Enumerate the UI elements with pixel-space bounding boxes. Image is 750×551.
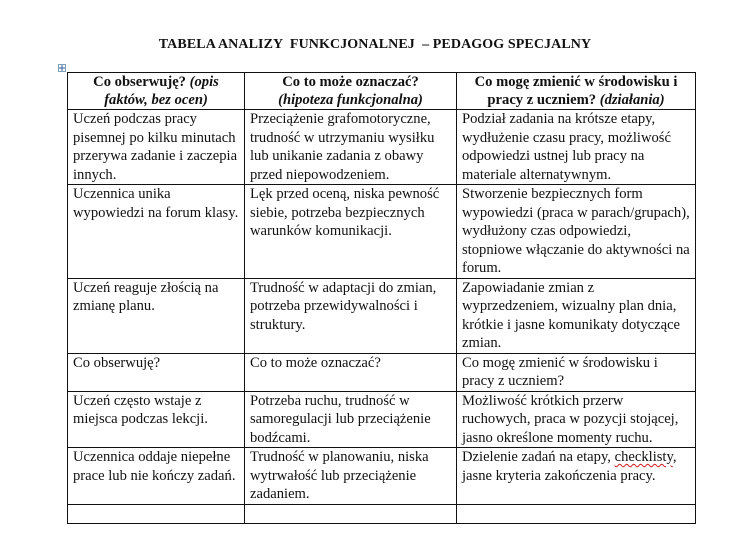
table-row	[68, 185, 696, 279]
header-cell-observation	[68, 73, 245, 110]
table-row	[68, 278, 696, 353]
table-row-partial	[68, 504, 696, 524]
header-cell-actions	[457, 73, 696, 110]
header-main: Co obserwuję?	[93, 74, 186, 90]
table-row	[68, 391, 696, 448]
header-main: Co mogę zmienić w środowisku i pracy z uczniem?	[474, 74, 678, 108]
table-row	[68, 110, 696, 185]
table-row	[68, 448, 696, 505]
hypothesis-cell[interactable]: Przeciążenie grafomotoryczne, trudność w utrzymaniu wysiłku lub unikanie zadania z obawy przed niepowodzeniem.	[245, 110, 457, 185]
hypothesis-cell[interactable]: Trudność w adaptacji do zmian, potrzeba przewidywalności i struktury.	[245, 278, 457, 353]
observation-cell[interactable]: Uczennica oddaje niepełne prace lub nie kończy zadań.	[68, 448, 245, 505]
functional-analysis-table	[67, 72, 696, 524]
table-row-repeated-header	[68, 353, 696, 391]
observation-cell[interactable]: Co obserwuję?	[68, 353, 245, 391]
table-move-handle-icon[interactable]	[58, 64, 66, 72]
action-cell[interactable]	[457, 504, 696, 524]
observation-cell[interactable]: Uczeń często wstaje z miejsca podczas lekcji.	[68, 391, 245, 448]
header-cell-hypothesis	[245, 73, 457, 110]
hypothesis-cell[interactable]	[245, 504, 457, 524]
document-title: TABELA ANALIZY FUNKCJONALNEJ – PEDAGOG SPECJALNY	[158, 37, 592, 52]
observation-cell[interactable]: Uczennica unika wypowiedzi na forum klasy.	[68, 185, 245, 279]
observation-cell[interactable]	[68, 504, 245, 524]
action-cell[interactable]: Co mogę zmienić w środowisku i pracy z uczniem?	[457, 353, 696, 391]
action-cell[interactable]: Zapowiadanie zmian z wyprzedzeniem, wizualny plan dnia, krótkie i jasne komunikaty dotyczące zmian.	[457, 278, 696, 353]
action-cell[interactable]: Stworzenie bezpiecznych form wypowiedzi (praca w parach/grupach), wydłużony czas odpowiedzi, stopniowe włączanie do aktywności na forum.	[457, 185, 696, 279]
observation-cell[interactable]: Uczeń podczas pracy pisemnej po kilku minutach przerywa zadanie i zaczepia innych.	[68, 110, 245, 185]
header-hint: (hipoteza funkcjonalna)	[278, 91, 423, 108]
header-hint: (opis faktów, bez ocen)	[104, 74, 219, 108]
action-cell[interactable]: Dzielenie zadań na etapy, checklisty, jasne kryteria zakończenia pracy.	[457, 448, 696, 505]
action-cell[interactable]: Podział zadania na krótsze etapy, wydłużenie czasu pracy, możliwość odpowiedzi ustnej lub pracy na materiale alternatywnym.	[457, 110, 696, 185]
spellcheck-flagged-word[interactable]: checklisty	[614, 449, 673, 465]
hypothesis-cell[interactable]: Co to może oznaczać?	[245, 353, 457, 391]
observation-cell[interactable]: Uczeń reaguje złością na zmianę planu.	[68, 278, 245, 353]
header-main: Co to może oznaczać?	[282, 74, 419, 90]
header-hint: (działania)	[599, 91, 665, 108]
hypothesis-cell[interactable]: Trudność w planowaniu, niska wytrwałość lub przeciążenie zadaniem.	[245, 448, 457, 505]
hypothesis-cell[interactable]: Lęk przed oceną, niska pewność siebie, potrzeba bezpiecznych warunków komunikacji.	[245, 185, 457, 279]
hypothesis-cell[interactable]: Potrzeba ruchu, trudność w samoregulacji lub przeciążenie bodźcami.	[245, 391, 457, 448]
table-header-row	[68, 73, 696, 110]
action-cell[interactable]: Możliwość krótkich przerw ruchowych, praca w pozycji stojącej, jasno określone momenty ruchu.	[457, 391, 696, 448]
